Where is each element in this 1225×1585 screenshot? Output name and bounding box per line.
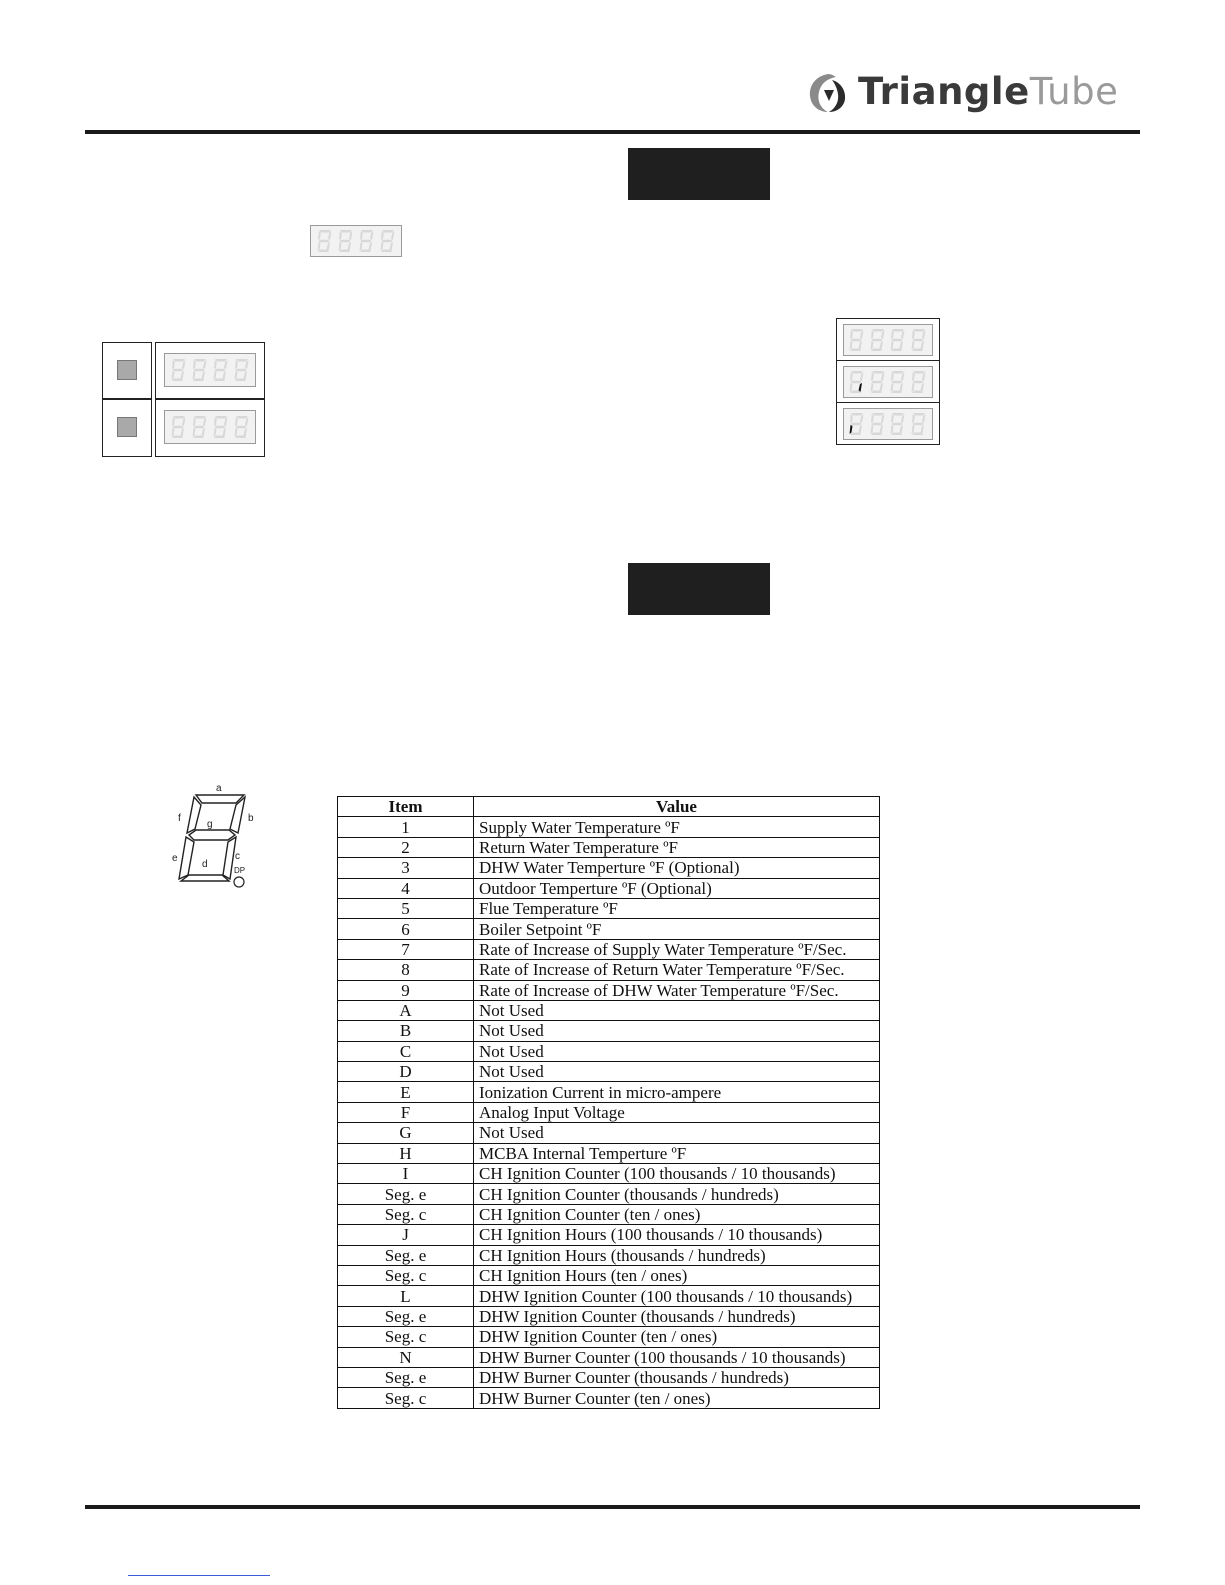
- digit-segment-f: [172, 360, 175, 369]
- digit-segment-f: [381, 231, 384, 240]
- table-cell-value: Analog Input Voltage: [474, 1102, 880, 1122]
- table-cell-value: DHW Burner Counter (thousands / hundreds): [474, 1367, 880, 1387]
- digit-segment-f: [891, 372, 894, 381]
- table-cell-value: CH Ignition Hours (100 thousands / 10 thousands): [474, 1225, 880, 1245]
- table-cell-item: Seg. c: [338, 1265, 474, 1285]
- seven-segment-digit: [910, 411, 928, 437]
- digit-segment-g: [912, 381, 923, 383]
- seven-segment-digit: [889, 327, 907, 353]
- digit-segment-a: [851, 413, 863, 416]
- digit-segment-a: [913, 413, 925, 416]
- table-cell-item: B: [338, 1021, 474, 1041]
- seven-segment-display-seg-e: [843, 408, 933, 440]
- table-cell-item: L: [338, 1286, 474, 1306]
- display-stack-row-1: [837, 319, 939, 361]
- digit-segment-a: [236, 359, 248, 362]
- digit-segment-g: [318, 240, 329, 242]
- table-row: [338, 1286, 880, 1306]
- table-cell-item: 6: [338, 919, 474, 939]
- digit-segment-f: [172, 417, 175, 426]
- segment-label-a: a: [216, 785, 222, 794]
- table-cell-value: DHW Ignition Counter (ten / ones): [474, 1327, 880, 1347]
- digit-segment-g: [892, 339, 903, 341]
- table-row: [338, 1123, 880, 1143]
- table-cell-item: 1: [338, 817, 474, 837]
- table-body: [338, 817, 880, 1408]
- digit-segment-f: [850, 330, 853, 339]
- triangle-tube-logo-icon: [806, 70, 850, 114]
- table-cell-item: Seg. c: [338, 1388, 474, 1408]
- table-row: [338, 878, 880, 898]
- digit-segment-g: [172, 426, 183, 428]
- digit-segment-a: [173, 416, 185, 419]
- table-cell-value: CH Ignition Counter (100 thousands / 10 thousands): [474, 1164, 880, 1184]
- table-cell-value: Rate of Increase of Return Water Temperature ºF/Sec.: [474, 960, 880, 980]
- table-row: [338, 1306, 880, 1326]
- diagnostic-item-table: [337, 796, 880, 1409]
- seven-segment-digit: [869, 411, 887, 437]
- footer-rule: [85, 1505, 1140, 1509]
- seven-segment-digit: [233, 414, 251, 440]
- indicator-square-icon: [117, 360, 137, 380]
- seven-segment-digit: [233, 357, 251, 383]
- table-cell-value: Not Used: [474, 1041, 880, 1061]
- digit-segment-g: [851, 381, 862, 383]
- table-row: [338, 1347, 880, 1367]
- table-row: [338, 1102, 880, 1122]
- table-cell-value: Rate of Increase of Supply Water Temperature ºF/Sec.: [474, 939, 880, 959]
- table-row: [338, 1184, 880, 1204]
- seven-segment-digit: [848, 369, 866, 395]
- digit-segment-g: [871, 423, 882, 425]
- table-row: [338, 1062, 880, 1082]
- seven-segment-digit: [869, 327, 887, 353]
- table-cell-value: Outdoor Temperture ºF (Optional): [474, 878, 880, 898]
- digit-segment-f: [912, 372, 915, 381]
- digit-segment-g: [912, 339, 923, 341]
- digit-segment-g: [193, 426, 204, 428]
- seven-segment-digit: [889, 411, 907, 437]
- segment-label-dp: DP: [234, 866, 246, 875]
- column-header-value: Value: [474, 797, 880, 817]
- digit-segment-f: [339, 231, 342, 240]
- seven-segment-digit: [170, 414, 188, 440]
- seven-segment-digit: [889, 369, 907, 395]
- table-cell-item: Seg. e: [338, 1184, 474, 1204]
- segment-label-b: b: [248, 813, 254, 824]
- display-box-1: [155, 342, 265, 399]
- section-heading-bar-2: [628, 563, 770, 615]
- footer-link-underline[interactable]: [128, 1575, 270, 1576]
- table-cell-item: Seg. e: [338, 1245, 474, 1265]
- table-row: [338, 1021, 880, 1041]
- table-cell-item: 7: [338, 939, 474, 959]
- digit-segment-f: [850, 372, 853, 381]
- table-row: [338, 1245, 880, 1265]
- digit-segment-g: [851, 339, 862, 341]
- display-stack: [836, 318, 940, 445]
- seven-segment-display: [164, 410, 256, 444]
- digit-segment-g: [871, 339, 882, 341]
- seven-segment-digit: [337, 228, 355, 254]
- table-row: [338, 1225, 880, 1245]
- table-cell-item: E: [338, 1082, 474, 1102]
- segment-a: [196, 795, 244, 803]
- seven-segment-digit: [316, 228, 334, 254]
- table-row: [338, 1143, 880, 1163]
- triangle-tube-logo: [806, 68, 1126, 118]
- table-cell-item: C: [338, 1041, 474, 1061]
- digit-segment-f: [871, 372, 874, 381]
- table-row: [338, 1164, 880, 1184]
- digit-segment-g: [360, 240, 371, 242]
- table-cell-value: Flue Temperature ºF: [474, 898, 880, 918]
- digit-segment-f: [193, 360, 196, 369]
- digit-segment-a: [892, 371, 904, 374]
- indicator-box-1: [102, 342, 152, 399]
- table-header-row: [338, 797, 880, 817]
- table-cell-item: 9: [338, 980, 474, 1000]
- table-row: [338, 817, 880, 837]
- table-cell-item: F: [338, 1102, 474, 1122]
- digit-segment-f: [235, 360, 238, 369]
- table-row: [338, 1327, 880, 1347]
- seven-segment-digit: [910, 369, 928, 395]
- table-cell-value: Not Used: [474, 1021, 880, 1041]
- seven-segment-diagram: [168, 785, 258, 900]
- seven-segment-display-seg-c: [843, 366, 933, 398]
- digit-segment-a: [194, 416, 206, 419]
- segment-e: [179, 837, 194, 879]
- segment-label-d: d: [202, 859, 208, 870]
- digit-segment-f: [891, 414, 894, 423]
- table-cell-value: CH Ignition Counter (ten / ones): [474, 1204, 880, 1224]
- table-row: [338, 1265, 880, 1285]
- table-cell-value: Ionization Current in micro-ampere: [474, 1082, 880, 1102]
- display-box-2: [155, 399, 265, 457]
- segment-d: [181, 875, 229, 881]
- seven-segment-display: [843, 324, 933, 356]
- digit-segment-a: [872, 329, 884, 332]
- digit-segment-f: [214, 417, 217, 426]
- digit-segment-g: [381, 240, 392, 242]
- seven-segment-digit: [191, 357, 209, 383]
- table-row: [338, 898, 880, 918]
- table-row: [338, 960, 880, 980]
- digit-segment-g: [339, 240, 350, 242]
- table-cell-item: I: [338, 1164, 474, 1184]
- digit-segment-g: [892, 381, 903, 383]
- table-cell-value: Not Used: [474, 1000, 880, 1020]
- digit-segment-a: [319, 230, 331, 233]
- digit-segment-g: [214, 426, 225, 428]
- column-header-item: Item: [338, 797, 474, 817]
- table-cell-value: DHW Water Temperture ºF (Optional): [474, 858, 880, 878]
- table-cell-value: DHW Burner Counter (100 thousands / 10 thousands): [474, 1347, 880, 1367]
- table-cell-item: 5: [338, 898, 474, 918]
- table-cell-item: A: [338, 1000, 474, 1020]
- brand-wordmark: [858, 68, 1118, 116]
- table-cell-item: Seg. e: [338, 1367, 474, 1387]
- digit-segment-g: [235, 426, 246, 428]
- segment-label-e: e: [172, 853, 178, 864]
- table-row: [338, 1082, 880, 1102]
- section-heading-bar-1: [628, 148, 770, 200]
- table-cell-item: G: [338, 1123, 474, 1143]
- digit-segment-g: [214, 369, 225, 371]
- digit-segment-a: [892, 413, 904, 416]
- digit-segment-a: [872, 413, 884, 416]
- seven-segment-digit: [191, 414, 209, 440]
- digit-segment-a: [851, 371, 863, 374]
- table-row: [338, 858, 880, 878]
- seven-segment-digit: [358, 228, 376, 254]
- table-cell-item: H: [338, 1143, 474, 1163]
- table-cell-value: Not Used: [474, 1123, 880, 1143]
- digit-segment-a: [892, 329, 904, 332]
- table-cell-value: Supply Water Temperature ºF: [474, 817, 880, 837]
- segment-g: [189, 830, 235, 840]
- digit-segment-g: [235, 369, 246, 371]
- digit-segment-a: [913, 329, 925, 332]
- digit-segment-f: [871, 330, 874, 339]
- table-cell-value: DHW Burner Counter (ten / ones): [474, 1388, 880, 1408]
- brand-name-part1: Triangle: [858, 70, 1030, 113]
- table-cell-item: N: [338, 1347, 474, 1367]
- table-cell-item: J: [338, 1225, 474, 1245]
- digit-segment-a: [382, 230, 394, 233]
- segment-f: [187, 797, 201, 833]
- digit-segment-a: [851, 329, 863, 332]
- digit-segment-g: [172, 369, 183, 371]
- table-cell-value: CH Ignition Hours (thousands / hundreds): [474, 1245, 880, 1265]
- segment-label-f: f: [178, 813, 181, 824]
- table-row: [338, 980, 880, 1000]
- digit-segment-f: [912, 414, 915, 423]
- brand-name-part2: Tube: [1029, 70, 1119, 113]
- digit-segment-g: [892, 423, 903, 425]
- seven-segment-display: [164, 353, 256, 387]
- table-cell-value: MCBA Internal Temperture ºF: [474, 1143, 880, 1163]
- digit-segment-g: [851, 423, 862, 425]
- indicator-box-2: [102, 399, 152, 457]
- digit-segment-g: [193, 369, 204, 371]
- seven-segment-digit: [869, 369, 887, 395]
- table-cell-value: Return Water Temperature ºF: [474, 837, 880, 857]
- digit-segment-a: [361, 230, 373, 233]
- digit-segment-g: [871, 381, 882, 383]
- digit-segment-f: [850, 414, 853, 423]
- digit-segment-a: [194, 359, 206, 362]
- digit-segment-a: [913, 371, 925, 374]
- table-cell-value: CH Ignition Hours (ten / ones): [474, 1265, 880, 1285]
- table-cell-item: Seg. c: [338, 1327, 474, 1347]
- digit-segment-f: [235, 417, 238, 426]
- table-cell-item: 3: [338, 858, 474, 878]
- digit-segment-f: [193, 417, 196, 426]
- table-cell-value: CH Ignition Counter (thousands / hundreds): [474, 1184, 880, 1204]
- table-cell-item: Seg. c: [338, 1204, 474, 1224]
- table-cell-value: Boiler Setpoint ºF: [474, 919, 880, 939]
- inline-seven-segment-display: [310, 225, 402, 257]
- table-row: [338, 1041, 880, 1061]
- table-row: [338, 939, 880, 959]
- table-cell-value: Rate of Increase of DHW Water Temperature ºF/Sec.: [474, 980, 880, 1000]
- digit-segment-f: [912, 330, 915, 339]
- table-cell-value: Not Used: [474, 1062, 880, 1082]
- digit-segment-a: [215, 359, 227, 362]
- seven-segment-digit: [848, 327, 866, 353]
- table-cell-item: Seg. e: [338, 1306, 474, 1326]
- table-cell-item: 8: [338, 960, 474, 980]
- table-row: [338, 919, 880, 939]
- digit-segment-a: [340, 230, 352, 233]
- segment-label-g: g: [207, 819, 213, 830]
- digit-segment-f: [871, 414, 874, 423]
- seven-segment-digit: [910, 327, 928, 353]
- table-cell-item: 4: [338, 878, 474, 898]
- digit-segment-a: [872, 371, 884, 374]
- digit-segment-a: [215, 416, 227, 419]
- seven-segment-digit: [848, 411, 866, 437]
- table-row: [338, 1367, 880, 1387]
- segment-label-c: c: [235, 851, 240, 862]
- digit-segment-a: [236, 416, 248, 419]
- digit-segment-f: [891, 330, 894, 339]
- table-row: [338, 837, 880, 857]
- digit-segment-g: [912, 423, 923, 425]
- seven-segment-digit: [170, 357, 188, 383]
- digit-segment-f: [214, 360, 217, 369]
- seven-segment-digit: [379, 228, 397, 254]
- table-cell-value: DHW Ignition Counter (100 thousands / 10 thousands): [474, 1286, 880, 1306]
- table-cell-item: 2: [338, 837, 474, 857]
- segment-dp: [234, 877, 244, 887]
- table-row: [338, 1204, 880, 1224]
- table-row: [338, 1388, 880, 1408]
- table-cell-item: D: [338, 1062, 474, 1082]
- digit-segment-a: [173, 359, 185, 362]
- table-row: [338, 1000, 880, 1020]
- digit-segment-f: [318, 231, 321, 240]
- seven-segment-digit: [212, 357, 230, 383]
- display-stack-row-2: [837, 361, 939, 403]
- digit-segment-f: [360, 231, 363, 240]
- display-stack-row-3: [837, 403, 939, 445]
- header-rule: [85, 130, 1140, 134]
- indicator-square-icon: [117, 417, 137, 437]
- table-cell-value: DHW Ignition Counter (thousands / hundreds): [474, 1306, 880, 1326]
- seven-segment-digit: [212, 414, 230, 440]
